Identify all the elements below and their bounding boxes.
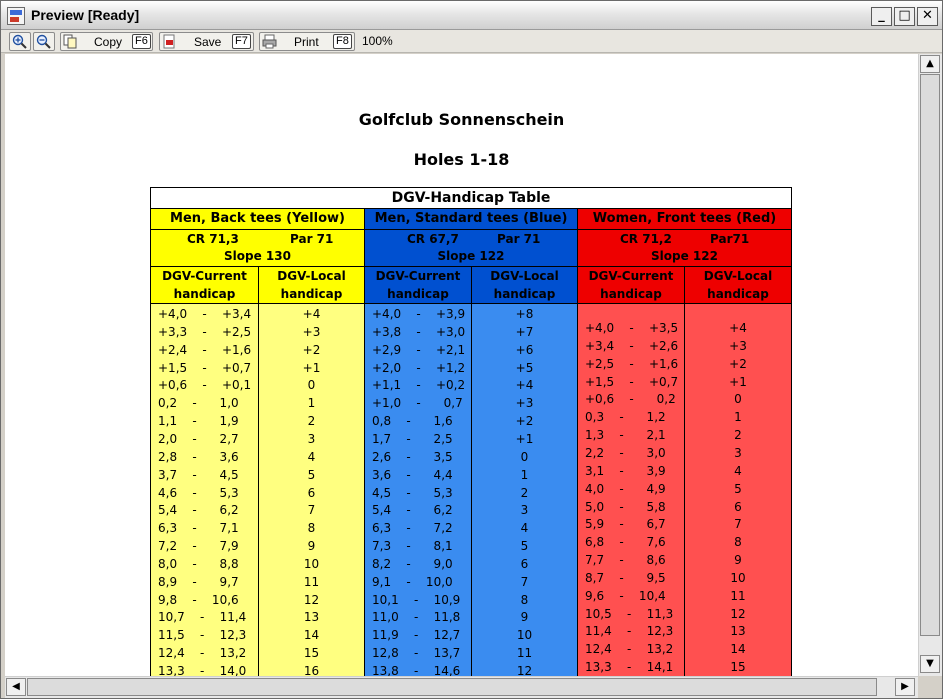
copy-button[interactable] — [60, 32, 153, 51]
local-handicap: 8 — [520, 592, 529, 607]
local-handicap: 7 — [734, 517, 742, 532]
handicap-range: 8,7 - 9,5 — [585, 570, 666, 585]
local-handicap: 0 — [307, 378, 316, 393]
local-handicap: +6 — [515, 342, 534, 357]
local-handicap: 13 — [730, 624, 746, 639]
handicap-range: 6,3 - 7,1 — [158, 521, 239, 536]
handicap-range: 2,2 - 3,0 — [585, 445, 666, 460]
local-handicap: 7 — [307, 503, 316, 518]
local-handicap: +1 — [515, 431, 534, 446]
local-handicap: 10 — [516, 628, 533, 643]
slope-value: Slope 122 — [651, 249, 718, 263]
handicap-range: 3,1 - 3,9 — [585, 463, 666, 478]
handicap-range: +3,3 - +2,5 — [158, 324, 252, 339]
local-handicap: 2 — [734, 428, 742, 443]
handicap-range: +4,0 - +3,5 — [585, 321, 679, 335]
handicap-range: 11,4 - 12,3 — [585, 624, 674, 639]
handicap-range: 13,8 - 14,6 — [372, 664, 461, 676]
local-handicap: +5 — [515, 360, 534, 375]
copy-shortcut: F6 — [132, 34, 151, 49]
handicap-range: 5,4 - 6,2 — [372, 503, 453, 518]
horizontal-scroll-thumb[interactable] — [27, 678, 877, 696]
handicap-range: +0,6 - 0,2 — [585, 392, 676, 407]
local-handicap: 1 — [307, 396, 316, 411]
handicap-range: 10,5 - 11,3 — [585, 606, 674, 621]
handicap-range: 9,8 - 10,6 — [158, 592, 239, 607]
local-handicap: 8 — [307, 521, 316, 536]
local-handicap: +7 — [515, 324, 534, 339]
save-label: Save — [194, 35, 222, 49]
col-header-current: DGV-Current handicap — [151, 267, 258, 303]
handicap-range: 4,6 - 5,3 — [158, 485, 239, 500]
local-handicap: 4 — [520, 521, 529, 536]
slope-value: Slope 122 — [437, 249, 505, 263]
handicap-range: 7,7 - 8,6 — [585, 553, 666, 568]
local-handicap: 11 — [516, 646, 533, 661]
local-handicap: 15 — [730, 660, 746, 675]
zoom-in-icon — [12, 34, 27, 49]
course-rating: CR 71,2 — [620, 232, 672, 246]
local-handicap: +2 — [729, 356, 747, 371]
group-divider — [364, 209, 365, 676]
local-handicap: +1 — [302, 360, 321, 375]
local-handicap: 16 — [303, 664, 320, 676]
handicap-range: 13,3 - 14,0 — [158, 664, 247, 676]
local-handicap: 10 — [303, 556, 320, 571]
holes-title: Holes 1-18 — [413, 150, 510, 169]
local-handicap: +4 — [729, 321, 747, 335]
maximize-button[interactable]: □ — [894, 7, 915, 26]
group-2 — [578, 209, 791, 676]
local-handicap: 6 — [734, 499, 742, 514]
club-title: Golfclub Sonnenschein — [358, 110, 565, 129]
col-header-current: DGV-Current handicap — [578, 267, 684, 303]
copy-label: Copy — [94, 35, 123, 49]
local-handicap: 11 — [730, 588, 746, 603]
close-button[interactable]: ✕ — [917, 7, 938, 26]
col-header-local: DGV-Local handicap — [259, 267, 364, 303]
handicap-table — [150, 187, 792, 676]
handicap-range: +1,1 - +0,2 — [372, 378, 466, 393]
col-header-local: DGV-Local handicap — [685, 267, 791, 303]
course-rating: CR 71,3 — [187, 232, 239, 246]
local-handicap: 1 — [520, 467, 529, 482]
group-header: Men, Back tees (Yellow) — [151, 209, 364, 230]
handicap-range: 8,9 - 9,7 — [158, 574, 239, 589]
local-handicap: 3 — [520, 503, 529, 518]
local-handicap: +1 — [729, 374, 747, 389]
vertical-scroll-thumb[interactable] — [920, 74, 940, 636]
par-value: Par71 — [710, 232, 750, 246]
handicap-range: +2,0 - +1,2 — [372, 360, 466, 375]
par-value: Par 71 — [497, 232, 541, 246]
vertical-scrollbar[interactable] — [918, 54, 942, 676]
handicap-range: +1,0 - 0,7 — [372, 396, 463, 411]
handicap-range: 3,6 - 4,4 — [372, 467, 453, 482]
local-handicap: +2 — [515, 414, 534, 429]
handicap-range: 1,1 - 1,9 — [158, 414, 239, 429]
local-handicap: 7 — [520, 574, 529, 589]
title-bar[interactable] — [1, 1, 942, 30]
local-handicap: 0 — [734, 392, 742, 407]
scrollbar-corner — [918, 676, 942, 698]
handicap-range: 4,0 - 4,9 — [585, 481, 666, 496]
par-value: Par 71 — [290, 232, 334, 246]
handicap-range: 9,1 - 10,0 — [372, 574, 453, 589]
handicap-range: 11,0 - 11,8 — [372, 610, 461, 625]
window-title: Preview [Ready] — [31, 7, 140, 23]
handicap-range: 2,0 - 2,7 — [158, 431, 239, 446]
handicap-range: 1,7 - 2,5 — [372, 431, 453, 446]
handicap-range: +1,5 - +0,7 — [585, 374, 679, 389]
local-handicap: 13 — [303, 610, 320, 625]
handicap-range: +0,6 - +0,1 — [158, 378, 252, 393]
local-handicap: 2 — [307, 414, 316, 429]
local-handicap: 14 — [303, 628, 320, 643]
toolbar — [1, 30, 942, 53]
handicap-range: 10,1 - 10,9 — [372, 592, 461, 607]
handicap-range: 5,0 - 5,8 — [585, 499, 666, 514]
local-handicap: 12 — [730, 606, 746, 621]
local-handicap: +3 — [729, 338, 747, 353]
col-header-local: DGV-Local handicap — [472, 267, 577, 303]
local-handicap: +2 — [302, 342, 321, 357]
handicap-range: 0,3 - 1,2 — [585, 410, 666, 425]
handicap-range: 1,3 - 2,1 — [585, 428, 666, 443]
scroll-down-arrow-icon[interactable]: ▼ — [920, 655, 940, 673]
local-handicap: 15 — [303, 646, 320, 661]
group-0 — [151, 209, 364, 676]
handicap-range: 6,8 - 7,6 — [585, 535, 666, 550]
handicap-range: 12,8 - 13,7 — [372, 646, 461, 661]
handicap-range: 5,4 - 6,2 — [158, 503, 239, 518]
save-shortcut: F7 — [232, 34, 251, 49]
handicap-range: 5,9 - 6,7 — [585, 517, 666, 532]
handicap-range: +2,9 - +2,1 — [372, 342, 466, 357]
local-handicap: 5 — [520, 539, 529, 554]
group-header: Women, Front tees (Red) — [578, 209, 791, 230]
local-handicap: 5 — [307, 467, 316, 482]
local-handicap: 9 — [520, 610, 529, 625]
print-label: Print — [294, 35, 319, 49]
handicap-range: +1,5 - +0,7 — [158, 360, 252, 375]
local-handicap: 11 — [303, 574, 320, 589]
local-handicap: 10 — [730, 570, 746, 585]
handicap-range: 2,8 - 3,6 — [158, 449, 239, 464]
handicap-range: 12,4 - 13,2 — [158, 646, 247, 661]
save-button[interactable] — [159, 32, 254, 51]
local-handicap: 4 — [307, 449, 316, 464]
handicap-range: +2,4 - +1,6 — [158, 342, 252, 357]
handicap-range: +2,5 - +1,6 — [585, 356, 679, 371]
handicap-range: 6,3 - 7,2 — [372, 521, 453, 536]
local-handicap: 9 — [307, 539, 316, 554]
scroll-left-arrow-icon[interactable]: ◀ — [6, 678, 26, 696]
zoom-out-button[interactable] — [33, 32, 55, 51]
group-header: Men, Standard tees (Blue) — [365, 209, 577, 230]
handicap-range: 0,8 - 1,6 — [372, 414, 453, 429]
handicap-range: 4,5 - 5,3 — [372, 485, 453, 500]
minimize-button[interactable]: _ — [871, 7, 892, 26]
handicap-range: +3,4 - +2,6 — [585, 338, 679, 353]
table-title: DGV-Handicap Table — [151, 188, 791, 209]
handicap-range: 8,2 - 9,0 — [372, 556, 453, 571]
handicap-range: 8,0 - 8,8 — [158, 556, 239, 571]
handicap-range: 11,9 - 12,7 — [372, 628, 461, 643]
horizontal-scrollbar[interactable] — [5, 676, 918, 698]
app-icon — [7, 7, 25, 25]
local-handicap: 3 — [307, 431, 316, 446]
local-handicap: 1 — [734, 410, 742, 425]
group-1 — [365, 209, 577, 676]
zoom-out-icon — [36, 34, 51, 49]
scroll-right-arrow-icon[interactable]: ▶ — [895, 678, 915, 696]
pdf-save-icon — [162, 34, 177, 49]
local-handicap: +3 — [302, 324, 321, 339]
handicap-range: 11,5 - 12,3 — [158, 628, 247, 643]
print-button[interactable] — [259, 32, 355, 51]
handicap-range: 0,2 - 1,0 — [158, 396, 239, 411]
printer-icon — [262, 34, 277, 49]
slope-value: Slope 130 — [224, 249, 291, 263]
col-header-current: DGV-Current handicap — [365, 267, 471, 303]
handicap-range: +4,0 - +3,4 — [158, 307, 252, 321]
local-handicap: 14 — [730, 642, 746, 657]
local-handicap: 5 — [734, 481, 742, 496]
local-handicap: 9 — [734, 553, 742, 568]
course-rating: CR 67,7 — [407, 232, 459, 246]
handicap-range: 3,7 - 4,5 — [158, 467, 239, 482]
local-handicap: 2 — [520, 485, 529, 500]
handicap-range: 7,3 - 8,1 — [372, 539, 453, 554]
group-divider — [577, 209, 578, 676]
local-handicap: 12 — [303, 592, 320, 607]
zoom-level: 100% — [362, 34, 393, 48]
local-handicap: 12 — [516, 664, 533, 676]
copy-icon — [63, 34, 78, 49]
local-handicap: +3 — [515, 396, 534, 411]
print-shortcut: F8 — [333, 34, 352, 49]
local-handicap: +4 — [302, 307, 321, 321]
zoom-in-button[interactable] — [9, 32, 31, 51]
handicap-range: 12,4 - 13,2 — [585, 642, 674, 657]
local-handicap: 6 — [307, 485, 316, 500]
preview-page[interactable] — [5, 54, 918, 676]
scroll-up-arrow-icon[interactable]: ▲ — [920, 55, 940, 73]
handicap-range: +3,8 - +3,0 — [372, 324, 466, 339]
local-handicap: 0 — [520, 449, 529, 464]
handicap-range: 7,2 - 7,9 — [158, 539, 239, 554]
local-handicap: +4 — [515, 378, 534, 393]
local-handicap: 8 — [734, 535, 742, 550]
handicap-range: 10,7 - 11,4 — [158, 610, 247, 625]
handicap-range: +4,0 - +3,9 — [372, 307, 466, 321]
local-handicap: 6 — [520, 556, 529, 571]
local-handicap: +8 — [515, 307, 534, 321]
handicap-range: 2,6 - 3,5 — [372, 449, 453, 464]
local-handicap: 4 — [734, 463, 742, 478]
handicap-range: 13,3 - 14,1 — [585, 660, 674, 675]
handicap-range: 9,6 - 10,4 — [585, 588, 666, 603]
local-handicap: 3 — [734, 445, 742, 460]
